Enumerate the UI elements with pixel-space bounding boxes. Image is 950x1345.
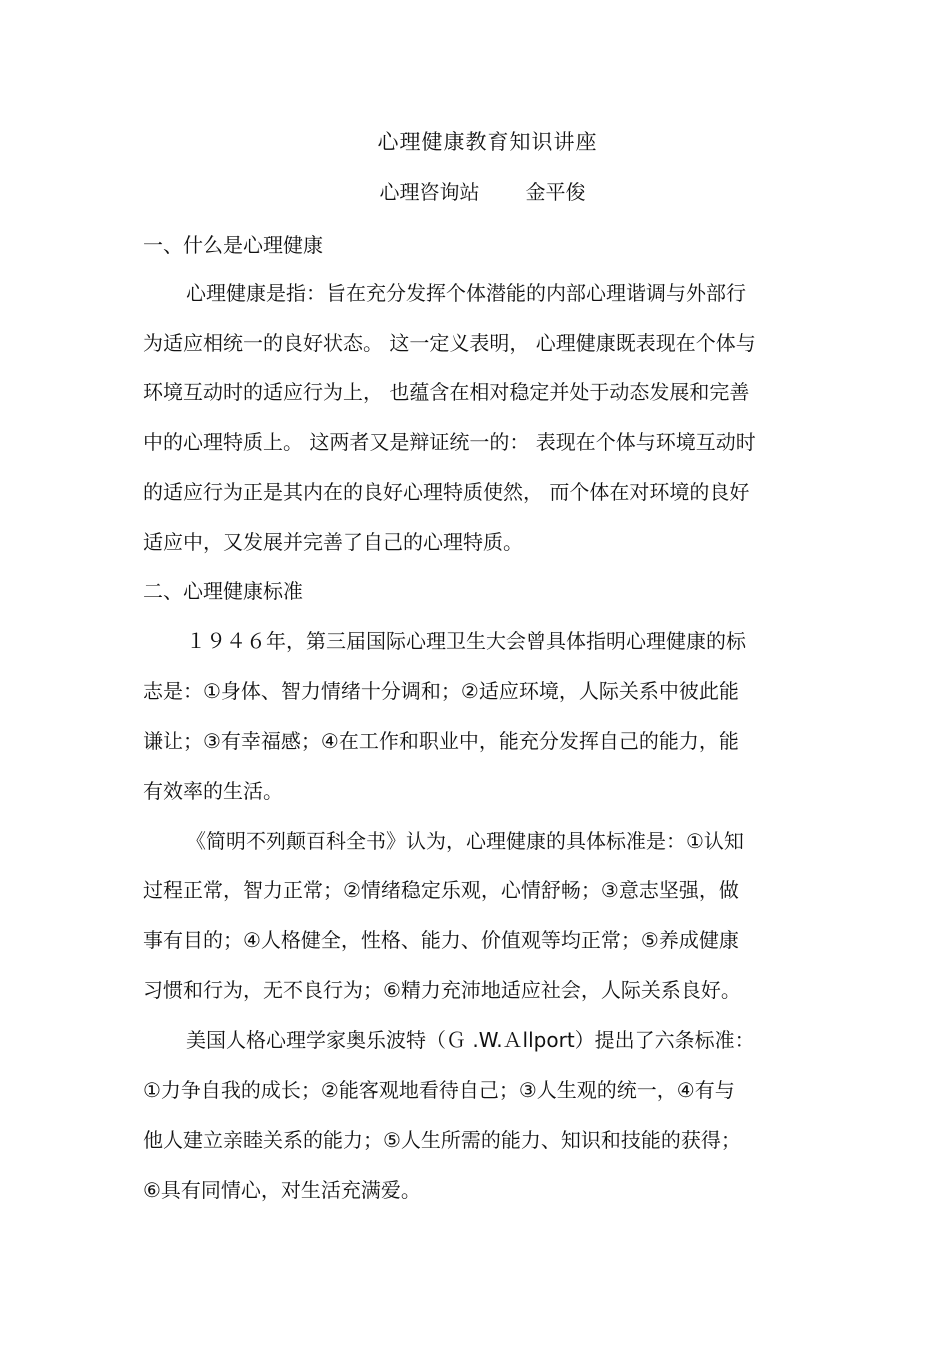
- paragraph-line: 环境互动时的适应行为上， 也蕴含在相对稳定并处于动态发展和完善: [143, 380, 750, 404]
- author-name: 金平俊: [525, 180, 586, 204]
- paragraph-line: 事有目的；④人格健全，性格、能力、价值观等均正常；⑤养成健康: [143, 928, 739, 952]
- paragraph-line: ⑥具有同情心，对生活充满爱。: [143, 1178, 421, 1202]
- paragraph-line: 中的心理特质上。 这两者又是辩证统一的： 表现在个体与环境互动时: [143, 430, 756, 454]
- paragraph-line: 习惯和行为，无不良行为；⑥精力充沛地适应社会，人际关系良好。: [143, 978, 741, 1002]
- paragraph-line: 他人建立亲睦关系的能力；⑤人生所需的能力、知识和技能的获得；: [143, 1128, 741, 1152]
- paragraph-line: １９４６年，第三届国际心理卫生大会曾具体指明心理健康的标: [186, 629, 746, 653]
- document-byline: [0, 176, 950, 208]
- paragraph-line: 有效率的生活。: [143, 779, 283, 803]
- paragraph-line: 适应中，又发展并完善了自己的心理特质。: [143, 530, 523, 554]
- paragraph-line: 谦让；③有幸福感；④在工作和职业中，能充分发挥自己的能力，能: [143, 729, 739, 753]
- paragraph-line: 过程正常，智力正常；②情绪稳定乐观，心情舒畅；③意志坚强，做: [143, 878, 739, 902]
- paragraph-line: 《简明不列颠百科全书》认为，心理健康的具体标准是：①认知: [186, 829, 744, 853]
- paragraph-line: ①力争自我的成长；②能客观地看待自己；③人生观的统一，④有与: [143, 1078, 735, 1102]
- section-heading-2: 二、心理健康标准: [143, 579, 303, 603]
- paragraph-line: 心理健康是指：旨在充分发挥个体潜能的内部心理谐调与外部行: [186, 281, 746, 305]
- section-heading-1: 一、什么是心理健康: [143, 233, 323, 257]
- paragraph-line: 志是：①身体、智力情绪十分调和；②适应环境，人际关系中彼此能: [143, 679, 739, 703]
- paragraph-line: 美国人格心理学家奥乐波特（Ｇ .W.Ａllport）提出了六条标准：: [186, 1028, 755, 1052]
- paragraph-line: 的适应行为正是其内在的良好心理特质使然， 而个体在对环境的良好: [143, 480, 750, 504]
- document-title: 心理健康教育知识讲座: [377, 130, 598, 154]
- paragraph-line: 为适应相统一的良好状态。 这一定义表明， 心理健康既表现在个体与: [143, 331, 756, 355]
- author-unit: 心理咨询站: [379, 180, 480, 204]
